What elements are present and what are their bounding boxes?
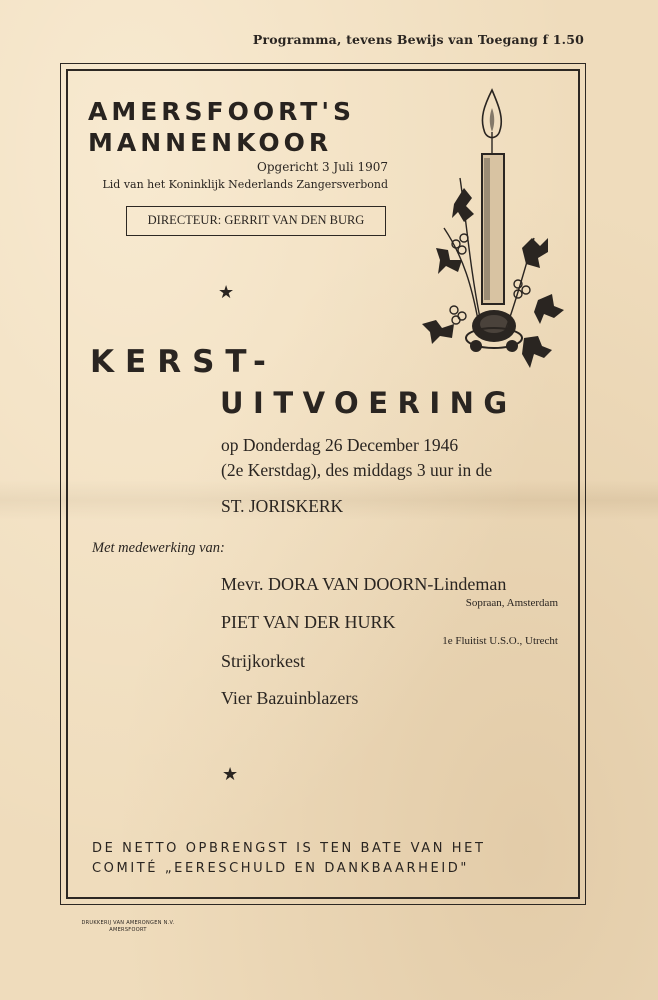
- event-date: op Donderdag 26 December 1946: [221, 435, 459, 455]
- event-venue: ST. JORISKERK: [221, 496, 344, 516]
- event-time: (2e Kerstdag), des middags 3 uur in de: [221, 460, 493, 480]
- founded-date: Opgericht 3 Juli 1907: [257, 160, 388, 174]
- admission-note: Programma, tevens Bewijs van Toegang f 1.50: [252, 32, 584, 47]
- director-box: DIRECTEUR: GERRIT VAN DEN BURG: [126, 206, 386, 236]
- choir-name-line2: MANNENKOOR: [88, 128, 333, 157]
- proceeds-line2: COMITÉ „EERESCHULD EN DANKBAARHEID": [92, 861, 469, 876]
- choir-name-line1: AMERSFOORT'S: [88, 97, 355, 126]
- star-icon: ★: [218, 282, 235, 303]
- performer-name: Strijkorkest: [221, 651, 305, 671]
- printer-credit-line1: DRUKKERIJ VAN AMERONGEN N.V.: [81, 920, 175, 926]
- performer-name: PIET VAN DER HURK: [221, 612, 396, 632]
- performer-role: Sopraan, Amsterdam: [465, 597, 558, 609]
- candle-holly-icon: [414, 88, 564, 378]
- printer-credit-line2: AMERSFOORT: [109, 927, 147, 933]
- event-title-line2: UITVOERING: [220, 386, 517, 420]
- choir-name: [88, 96, 355, 158]
- performer-name: Mevr. DORA VAN DOORN-Lindeman: [221, 574, 507, 594]
- performers-intro: Met medewerking van:: [92, 540, 225, 556]
- star-icon: ★: [222, 764, 239, 785]
- printer-credit: [68, 920, 188, 934]
- membership-note: Lid van het Koninklijk Nederlands Zangersverbond: [102, 178, 388, 191]
- performer-name: Vier Bazuinblazers: [221, 688, 359, 708]
- event-title-line1: KERST-: [90, 344, 277, 380]
- performer-role: 1e Fluitist U.S.O., Utrecht: [442, 635, 558, 647]
- proceeds-line1: DE NETTO OPBRENGST IS TEN BATE VAN HET: [92, 841, 486, 856]
